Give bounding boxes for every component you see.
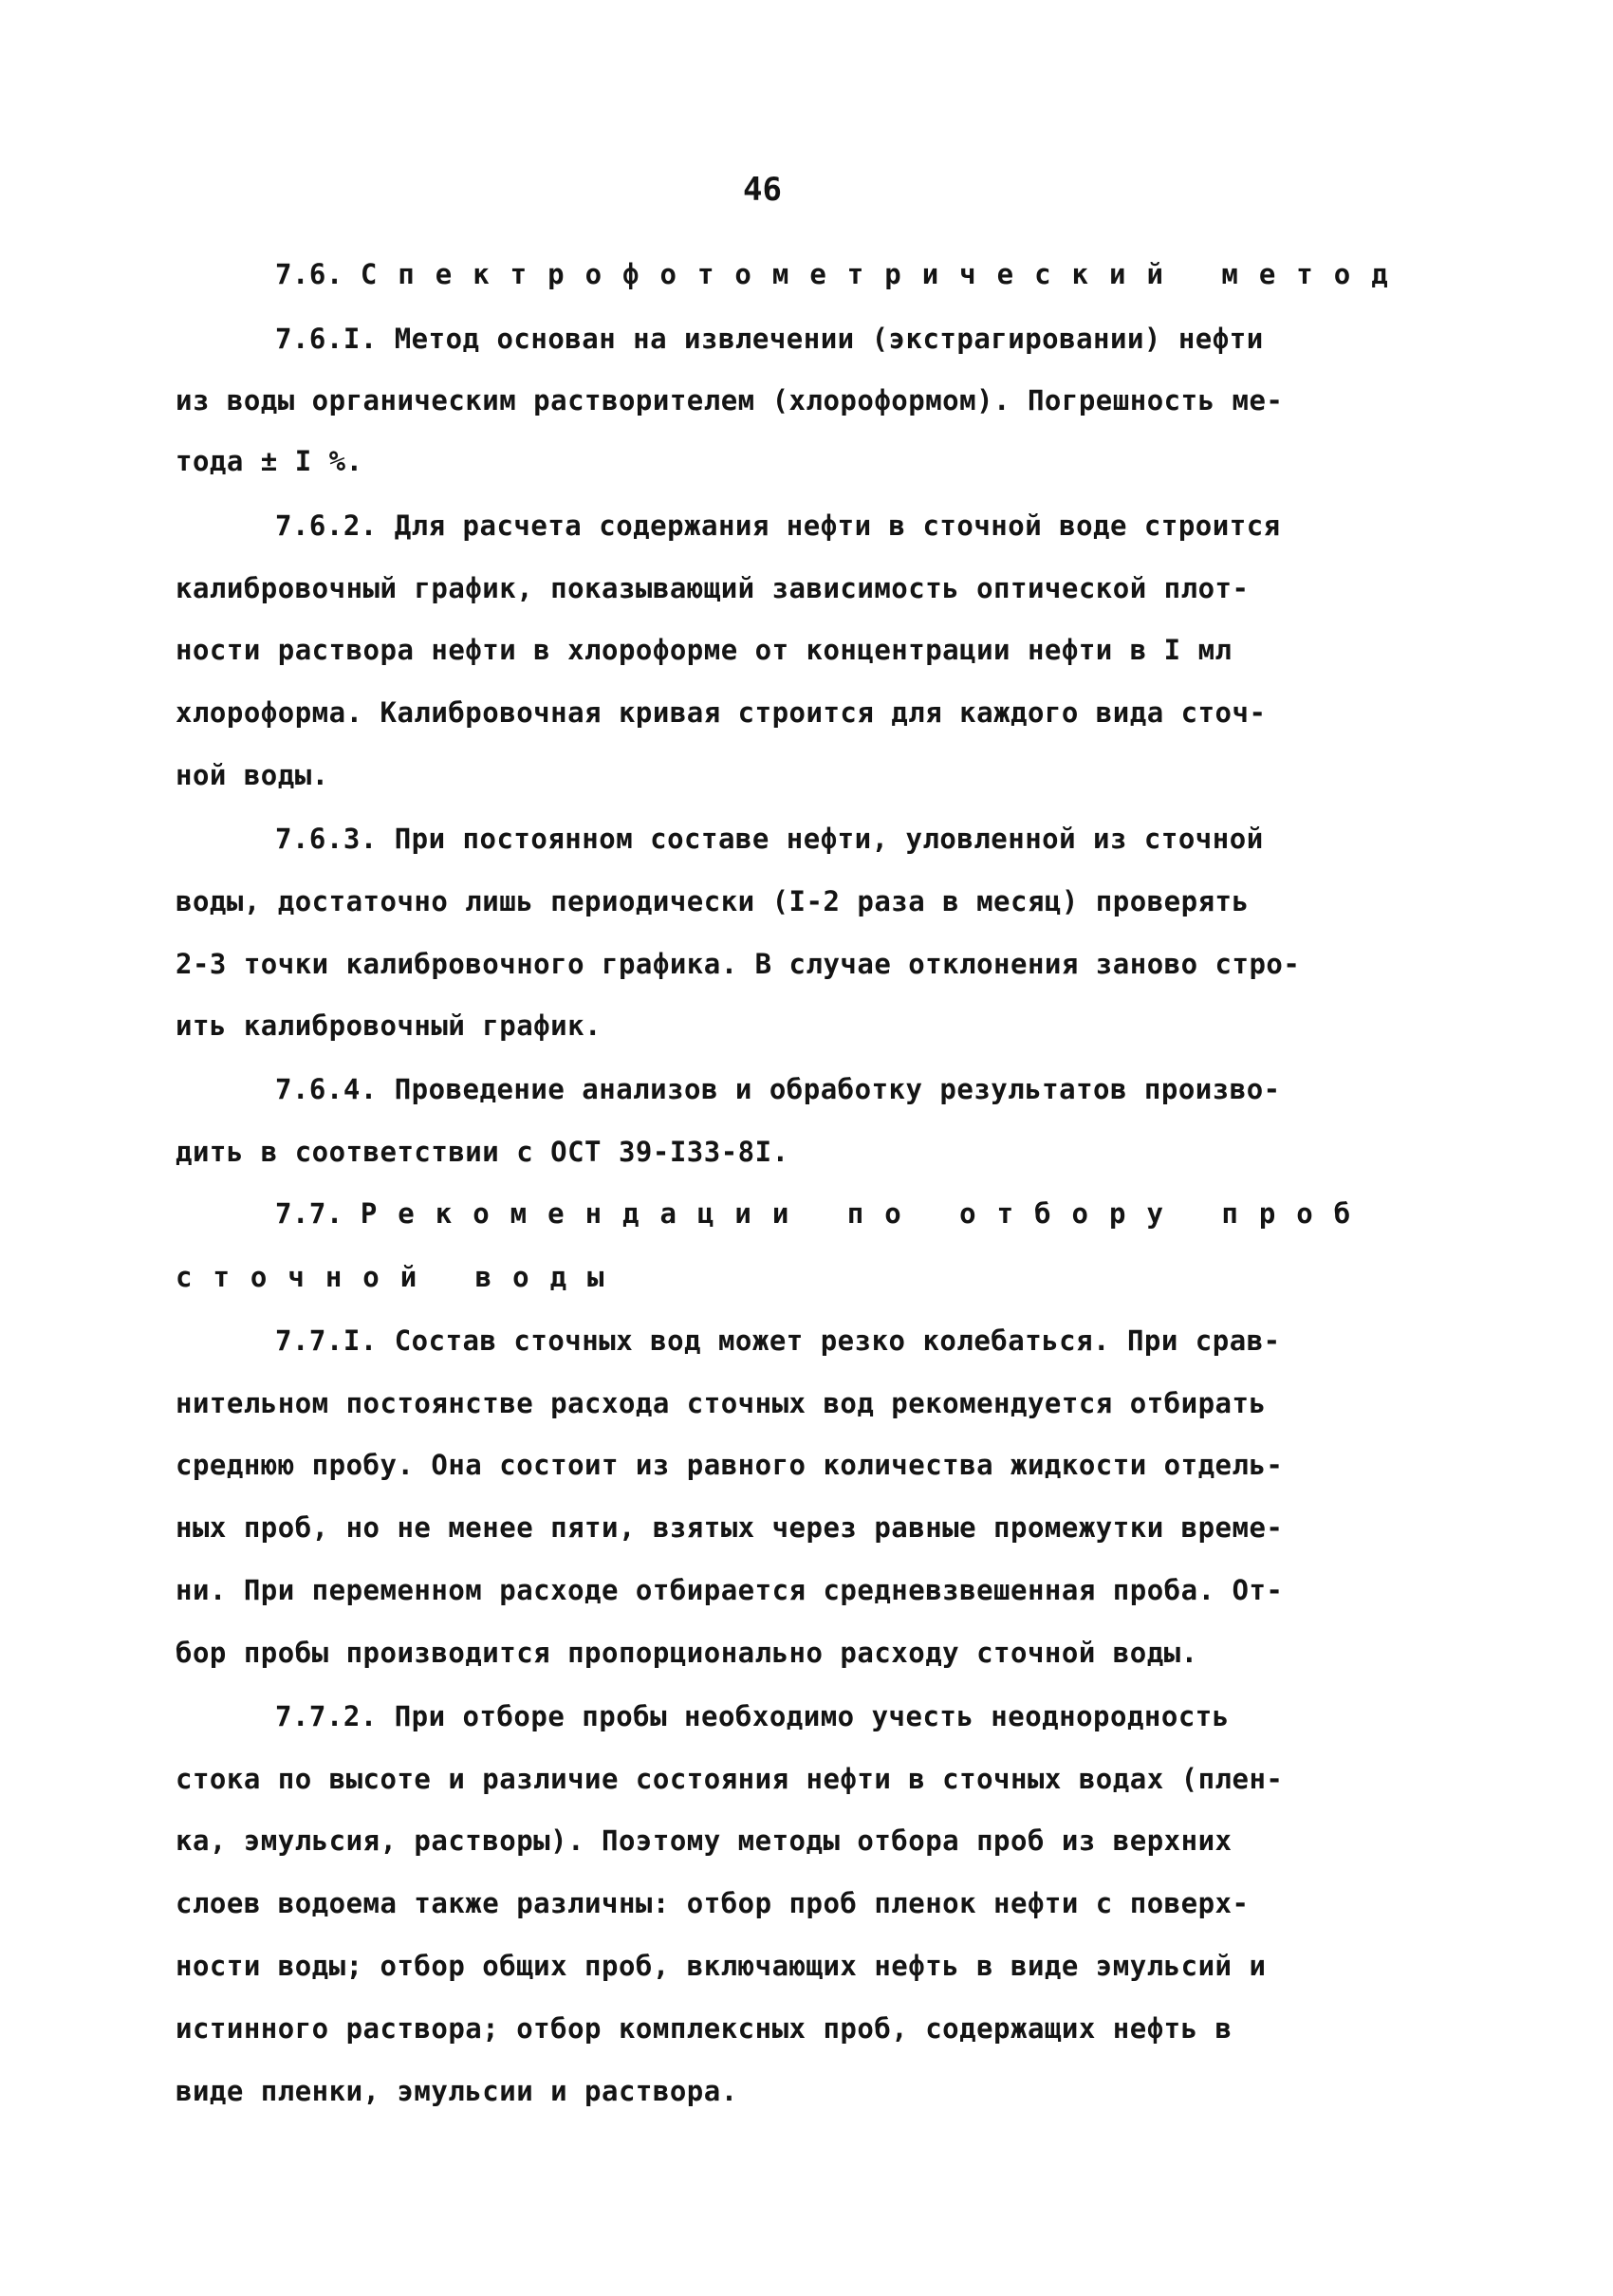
paragraph-line: ных проб, но не менее пяти, взятых через равные промежутки време- — [176, 1511, 1284, 1544]
paragraph-line: хлороформа. Калибровочная кривая строится для каждого вида сточ- — [176, 696, 1267, 729]
paragraph-line: слоев водоема также различны: отбор проб пленок нефти с поверх- — [176, 1887, 1250, 1919]
paragraph-line: тода ± I %. — [176, 445, 363, 477]
paragraph-line: калибровочный график, показывающий зависимость оптической плот- — [176, 572, 1250, 604]
paragraph-line: из воды органическим растворителем (хлороформом). Погрешность ме- — [176, 384, 1284, 417]
paragraph-line: истинного раствора; отбор комплексных проб, содержащих нефть в — [176, 2012, 1233, 2045]
paragraph-line: 7.7.2. При отборе пробы необходимо учесть неоднородность — [275, 1700, 1230, 1732]
paragraph-line: ности воды; отбор общих проб, включающих нефть в виде эмульсий и — [176, 1950, 1267, 1982]
section-heading — [275, 1197, 1547, 1230]
paragraph-line: дить в соответствии с ОСТ 39-I33-8I. — [176, 1136, 789, 1168]
paragraph-line: среднюю пробу. Она состоит из равного количества жидкости отдель- — [176, 1449, 1284, 1481]
paragraph-line: ни. При переменном расходе отбирается средневзвешенная проба. От- — [176, 1574, 1284, 1606]
paragraph-line: 7.6.2. Для расчета содержания нефти в сточной воде строится — [275, 509, 1281, 542]
paragraph-line: ить калибровочный график. — [176, 1009, 602, 1042]
paragraph-line: ности раствора нефти в хлороформе от концентрации нефти в I мл — [176, 634, 1233, 666]
section-title: Рекомендации по отбору проб — [360, 1197, 1372, 1230]
section-title: Спектрофотометрический метод — [360, 258, 1409, 290]
paragraph-line: 7.6.I. Метод основан на извлечении (экстрагировании) нефти — [275, 323, 1264, 355]
paragraph-line: ка, эмульсия, растворы). Поэтому методы отбора проб из верхних — [176, 1824, 1233, 1857]
section-title-continuation — [176, 1261, 1447, 1293]
paragraph-line: 2-3 точки калибровочного графика. В случае отклонения заново стро- — [176, 948, 1301, 980]
section-number: 7.7. — [275, 1197, 343, 1230]
paragraph-line: ной воды. — [176, 759, 329, 791]
paragraph-line: 7.6.4. Проведение анализов и обработку результатов произво- — [275, 1073, 1281, 1105]
paragraph-line: воды, достаточно лишь периодически (I-2 раза в месяц) проверять — [176, 885, 1250, 917]
section-heading — [275, 258, 1547, 290]
paragraph-line: бор пробы производится пропорционально расходу сточной воды. — [176, 1637, 1198, 1669]
section-number: 7.6. — [275, 258, 343, 290]
page-number: 46 — [743, 171, 782, 209]
paragraph-line: 7.7.I. Состав сточных вод может резко колебаться. При срав- — [275, 1324, 1281, 1357]
paragraph-line: 7.6.3. При постоянном составе нефти, уловленной из сточной — [275, 823, 1264, 855]
section-title-part: сточной воды — [176, 1261, 625, 1293]
paragraph-line: стока по высоте и различие состояния нефти в сточных водах (плен- — [176, 1763, 1284, 1795]
paragraph-line: виде пленки, эмульсии и раствора. — [176, 2075, 738, 2107]
paragraph-line: нительном постоянстве расхода сточных вод рекомендуется отбирать — [176, 1387, 1267, 1419]
